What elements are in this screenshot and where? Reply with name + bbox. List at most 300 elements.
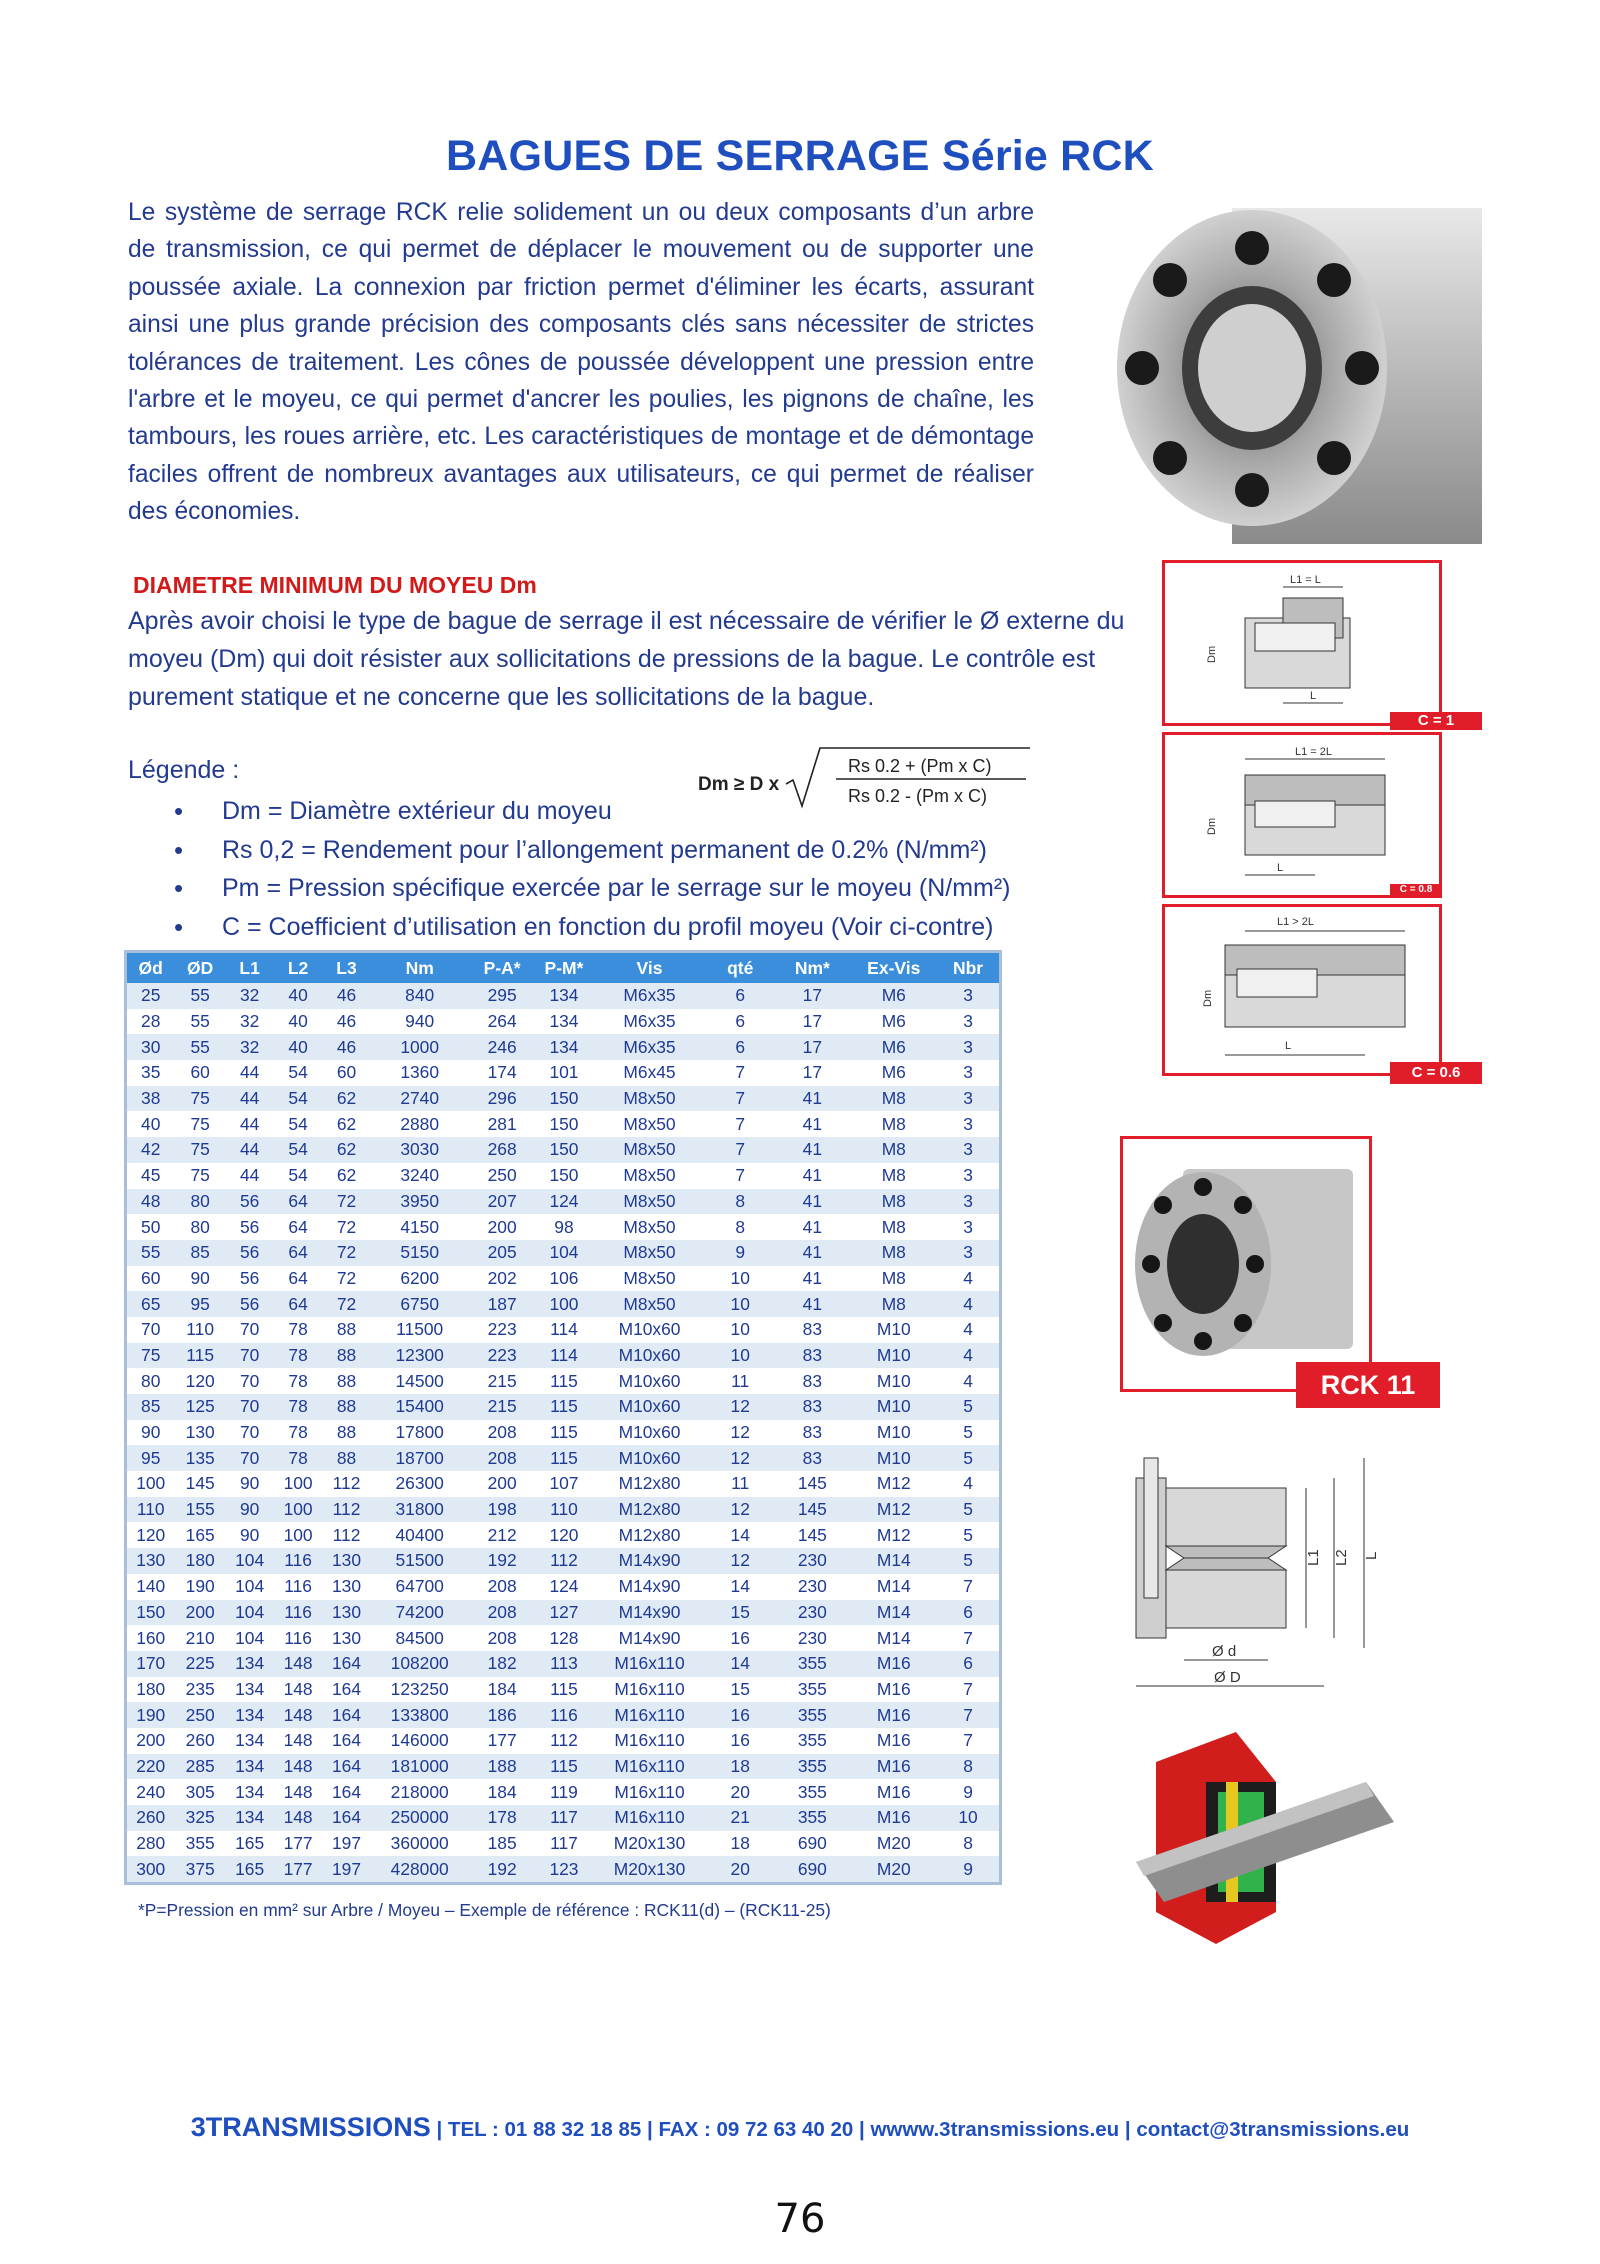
table-cell: 3 <box>937 1009 999 1035</box>
table-cell: M16 <box>850 1805 937 1831</box>
table-cell: 25 <box>127 983 174 1009</box>
table-cell: 300 <box>127 1856 174 1882</box>
table-cell: 127 <box>535 1600 593 1626</box>
table-cell: 56 <box>226 1240 273 1266</box>
diagram-bottom-label: L <box>1285 1040 1292 1052</box>
table-cell: 8 <box>706 1189 774 1215</box>
table-row <box>127 1677 999 1703</box>
table-cell: 210 <box>174 1625 226 1651</box>
table-cell: 85 <box>174 1240 226 1266</box>
table-cell: 41 <box>774 1163 850 1189</box>
table-cell: 70 <box>226 1445 273 1471</box>
table-cell: 116 <box>273 1625 322 1651</box>
table-cell: 54 <box>273 1111 322 1137</box>
table-cell: 112 <box>323 1522 370 1548</box>
table-cell: 78 <box>273 1420 322 1446</box>
table-cell: 117 <box>535 1831 593 1857</box>
table-cell: 690 <box>774 1831 850 1857</box>
dimension-l-label: L <box>1363 1551 1380 1560</box>
footer-website-link[interactable]: wwww.3transmissions.eu <box>870 2118 1120 2141</box>
table-cell: 296 <box>469 1086 535 1112</box>
table-cell: 690 <box>774 1856 850 1882</box>
table-row <box>127 1214 999 1240</box>
table-cell: M20 <box>850 1831 937 1857</box>
table-cell: 188 <box>469 1754 535 1780</box>
table-cell: 4 <box>937 1471 999 1497</box>
table-cell: 134 <box>226 1805 273 1831</box>
table-cell: M12 <box>850 1471 937 1497</box>
table-cell: 120 <box>535 1522 593 1548</box>
table-cell: 46 <box>323 1034 370 1060</box>
table-cell: 280 <box>127 1831 174 1857</box>
table-cell: 145 <box>774 1522 850 1548</box>
table-row <box>127 1394 999 1420</box>
table-cell: 100 <box>535 1291 593 1317</box>
table-cell: 60 <box>323 1060 370 1086</box>
table-cell: M10 <box>850 1420 937 1446</box>
table-cell: 208 <box>469 1420 535 1446</box>
table-row <box>127 1600 999 1626</box>
table-cell: 41 <box>774 1240 850 1266</box>
column-header: Ex-Vis <box>850 953 937 983</box>
column-header: Vis <box>593 953 706 983</box>
table-cell: 31800 <box>370 1497 469 1523</box>
table-cell: M10x60 <box>593 1317 706 1343</box>
table-cell: 235 <box>174 1677 226 1703</box>
table-cell: 130 <box>323 1548 370 1574</box>
table-cell: 14500 <box>370 1368 469 1394</box>
table-cell: 14 <box>706 1651 774 1677</box>
table-cell: 197 <box>323 1856 370 1882</box>
table-cell: M10x60 <box>593 1343 706 1369</box>
table-cell: 62 <box>323 1111 370 1137</box>
diagram-side-label: Dm <box>1206 817 1218 835</box>
table-cell: 150 <box>535 1086 593 1112</box>
table-cell: 3 <box>937 1034 999 1060</box>
table-cell: 101 <box>535 1060 593 1086</box>
table-cell: 50 <box>127 1214 174 1240</box>
legend-list <box>170 792 1011 946</box>
table-cell: 230 <box>774 1574 850 1600</box>
table-cell: 48 <box>127 1189 174 1215</box>
table-cell: 305 <box>174 1779 226 1805</box>
table-cell: 164 <box>323 1702 370 1728</box>
table-cell: M16 <box>850 1702 937 1728</box>
table-cell: 165 <box>174 1522 226 1548</box>
table-cell: 6200 <box>370 1266 469 1292</box>
table-cell: M8x50 <box>593 1086 706 1112</box>
table-row <box>127 1856 999 1882</box>
table-cell: 62 <box>323 1163 370 1189</box>
table-cell: 115 <box>535 1754 593 1780</box>
table-cell: 62 <box>323 1137 370 1163</box>
table-cell: M8x50 <box>593 1111 706 1137</box>
table-cell: M20x130 <box>593 1831 706 1857</box>
table-cell: 20 <box>706 1779 774 1805</box>
dimension-l2-label: L2 <box>1333 1549 1350 1566</box>
table-cell: 124 <box>535 1574 593 1600</box>
table-cell: 72 <box>323 1266 370 1292</box>
table-cell: 164 <box>323 1779 370 1805</box>
table-cell: 41 <box>774 1086 850 1112</box>
table-cell: M8 <box>850 1111 937 1137</box>
table-cell: M20x130 <box>593 1856 706 1882</box>
table-cell: M16 <box>850 1728 937 1754</box>
table-cell: M8x50 <box>593 1163 706 1189</box>
table-cell: M6x35 <box>593 1009 706 1035</box>
table-cell: 1360 <box>370 1060 469 1086</box>
table-cell: 355 <box>774 1779 850 1805</box>
table-cell: 250 <box>469 1163 535 1189</box>
table-cell: 268 <box>469 1137 535 1163</box>
table-row <box>127 1343 999 1369</box>
footer-fax: FAX : 09 72 63 40 20 <box>658 2118 854 2141</box>
table-cell: 75 <box>174 1163 226 1189</box>
table-cell: 7 <box>706 1111 774 1137</box>
table-cell: M16x110 <box>593 1651 706 1677</box>
table-cell: 88 <box>323 1317 370 1343</box>
table-cell: 74200 <box>370 1600 469 1626</box>
table-cell: 9 <box>937 1856 999 1882</box>
table-cell: 200 <box>469 1214 535 1240</box>
table-cell: 30 <box>127 1034 174 1060</box>
table-cell: 80 <box>174 1189 226 1215</box>
table-cell: M8 <box>850 1214 937 1240</box>
table-cell: 5150 <box>370 1240 469 1266</box>
table-header-row <box>127 953 999 983</box>
table-cell: 104 <box>535 1240 593 1266</box>
table-cell: 355 <box>174 1831 226 1857</box>
table-cell: M14x90 <box>593 1574 706 1600</box>
table-cell: 7 <box>937 1574 999 1600</box>
table-cell: 6 <box>937 1651 999 1677</box>
legend-item: • Rs 0,2 = Rendement pour l’allongement permanent de 0.2% (N/mm²) <box>170 831 1011 870</box>
table-row <box>127 1060 999 1086</box>
column-header: Nm* <box>774 953 850 983</box>
table-row <box>127 1445 999 1471</box>
table-row <box>127 1497 999 1523</box>
table-cell: 4150 <box>370 1214 469 1240</box>
table-cell: 75 <box>174 1111 226 1137</box>
table-cell: 192 <box>469 1856 535 1882</box>
table-cell: 54 <box>273 1060 322 1086</box>
table-cell: 90 <box>127 1420 174 1446</box>
table-cell: 130 <box>174 1420 226 1446</box>
table-cell: 55 <box>174 983 226 1009</box>
footer-separator: | <box>647 2118 659 2141</box>
table-cell: M8 <box>850 1086 937 1112</box>
table-row <box>127 1009 999 1035</box>
table-cell: 60 <box>174 1060 226 1086</box>
table-cell: M8x50 <box>593 1240 706 1266</box>
table-cell: 6 <box>706 1034 774 1060</box>
table-cell: 148 <box>273 1677 322 1703</box>
table-cell: 165 <box>226 1831 273 1857</box>
table-cell: 5 <box>937 1548 999 1574</box>
legend-item: • C = Coefficient d’utilisation en fonction du profil moyeu (Voir ci-contre) <box>170 908 1011 947</box>
column-header: L2 <box>273 953 322 983</box>
table-cell: 32 <box>226 1034 273 1060</box>
table-cell: M10 <box>850 1445 937 1471</box>
table-cell: M16x110 <box>593 1728 706 1754</box>
table-cell: M10 <box>850 1368 937 1394</box>
table-cell: 62 <box>323 1086 370 1112</box>
table-cell: 134 <box>226 1779 273 1805</box>
table-cell: 212 <box>469 1522 535 1548</box>
table-cell: M6 <box>850 1009 937 1035</box>
table-cell: 150 <box>127 1600 174 1626</box>
table-row <box>127 1111 999 1137</box>
table-cell: 130 <box>323 1600 370 1626</box>
column-header: Nm <box>370 953 469 983</box>
table-cell: 10 <box>706 1343 774 1369</box>
table-cell: 46 <box>323 983 370 1009</box>
table-cell: 197 <box>323 1831 370 1857</box>
table-cell: 84500 <box>370 1625 469 1651</box>
table-cell: 18 <box>706 1754 774 1780</box>
table-cell: M14 <box>850 1600 937 1626</box>
diagram-top-label: L1 = L <box>1290 574 1321 586</box>
table-cell: 3 <box>937 983 999 1009</box>
table-cell: 88 <box>323 1394 370 1420</box>
table-cell: 15 <box>706 1677 774 1703</box>
hub-profile-diagram-3 <box>1162 904 1442 1076</box>
table-row <box>127 1831 999 1857</box>
table-cell: 14 <box>706 1522 774 1548</box>
table-cell: 182 <box>469 1651 535 1677</box>
footer-brand: 3TRANSMISSIONS <box>190 2112 431 2142</box>
table-cell: 7 <box>706 1086 774 1112</box>
table-cell: 164 <box>323 1728 370 1754</box>
table-cell: M16x110 <box>593 1677 706 1703</box>
table-row <box>127 1574 999 1600</box>
column-header: Ød <box>127 953 174 983</box>
table-cell: 164 <box>323 1677 370 1703</box>
table-cell: 17800 <box>370 1420 469 1446</box>
spec-table <box>127 953 999 1882</box>
table-cell: M16 <box>850 1779 937 1805</box>
table-cell: 11500 <box>370 1317 469 1343</box>
hub-profile-diagram-1 <box>1162 560 1442 726</box>
table-cell: 9 <box>706 1240 774 1266</box>
table-cell: 3 <box>937 1163 999 1189</box>
table-cell: 7 <box>706 1137 774 1163</box>
table-cell: 115 <box>535 1445 593 1471</box>
table-cell: M6x45 <box>593 1060 706 1086</box>
table-cell: M16x110 <box>593 1779 706 1805</box>
hub-profile-diagram-2 <box>1162 732 1442 898</box>
table-cell: 90 <box>226 1522 273 1548</box>
table-cell: 146000 <box>370 1728 469 1754</box>
table-cell: 281 <box>469 1111 535 1137</box>
table-cell: 180 <box>127 1677 174 1703</box>
table-cell: M10 <box>850 1317 937 1343</box>
table-cell: M10x60 <box>593 1420 706 1446</box>
table-cell: 165 <box>226 1856 273 1882</box>
dimension-drawing <box>1128 1448 1408 1692</box>
table-cell: 80 <box>127 1368 174 1394</box>
table-cell: 3240 <box>370 1163 469 1189</box>
table-cell: 18 <box>706 1831 774 1857</box>
table-cell: 5 <box>937 1394 999 1420</box>
table-cell: 8 <box>937 1831 999 1857</box>
table-cell: 3 <box>937 1240 999 1266</box>
column-header: qté <box>706 953 774 983</box>
table-row <box>127 1291 999 1317</box>
table-row <box>127 1266 999 1292</box>
table-cell: 218000 <box>370 1779 469 1805</box>
table-cell: M16x110 <box>593 1805 706 1831</box>
table-cell: 55 <box>174 1034 226 1060</box>
table-cell: 3 <box>937 1086 999 1112</box>
table-cell: M16x110 <box>593 1754 706 1780</box>
table-cell: 113 <box>535 1651 593 1677</box>
table-cell: 116 <box>273 1548 322 1574</box>
table-cell: 7 <box>937 1728 999 1754</box>
table-cell: 100 <box>273 1471 322 1497</box>
table-cell: 12 <box>706 1445 774 1471</box>
table-cell: 75 <box>174 1137 226 1163</box>
table-cell: 88 <box>323 1445 370 1471</box>
table-cell: M16 <box>850 1677 937 1703</box>
coefficient-tag: C = 0.8 <box>1390 884 1442 896</box>
table-cell: 40 <box>127 1111 174 1137</box>
legend-item: • Pm = Pression spécifique exercée par le serrage sur le moyeu (N/mm²) <box>170 869 1011 908</box>
table-cell: 3 <box>937 1137 999 1163</box>
table-cell: 177 <box>273 1856 322 1882</box>
table-cell: 12 <box>706 1497 774 1523</box>
table-cell: 110 <box>535 1497 593 1523</box>
table-cell: 72 <box>323 1189 370 1215</box>
table-row <box>127 1805 999 1831</box>
footer-contact <box>0 2112 1600 2143</box>
table-cell: 148 <box>273 1651 322 1677</box>
table-cell: 205 <box>469 1240 535 1266</box>
table-cell: M20 <box>850 1856 937 1882</box>
table-row <box>127 983 999 1009</box>
table-cell: 9 <box>937 1779 999 1805</box>
table-cell: 116 <box>535 1702 593 1728</box>
table-cell: M14x90 <box>593 1548 706 1574</box>
table-cell: 220 <box>127 1754 174 1780</box>
table-cell: 41 <box>774 1111 850 1137</box>
table-cell: M12x80 <box>593 1522 706 1548</box>
table-cell: 60 <box>127 1266 174 1292</box>
table-cell: M10x60 <box>593 1394 706 1420</box>
table-cell: 41 <box>774 1189 850 1215</box>
table-cell: 75 <box>174 1086 226 1112</box>
footer-email-link[interactable]: contact@3transmissions.eu <box>1136 2118 1410 2141</box>
table-cell: 40 <box>273 1009 322 1035</box>
table-cell: 208 <box>469 1600 535 1626</box>
table-cell: 6 <box>937 1600 999 1626</box>
table-cell: 64 <box>273 1240 322 1266</box>
table-cell: 5 <box>937 1522 999 1548</box>
table-cell: 148 <box>273 1754 322 1780</box>
table-cell: 45 <box>127 1163 174 1189</box>
table-row <box>127 1651 999 1677</box>
dimension-D-label: Ø D <box>1214 1669 1241 1686</box>
table-row <box>127 1137 999 1163</box>
table-cell: 192 <box>469 1548 535 1574</box>
table-cell: M14 <box>850 1548 937 1574</box>
table-cell: 12 <box>706 1548 774 1574</box>
table-cell: 83 <box>774 1343 850 1369</box>
table-cell: 198 <box>469 1497 535 1523</box>
table-cell: 7 <box>706 1163 774 1189</box>
table-cell: 215 <box>469 1368 535 1394</box>
table-cell: 11 <box>706 1471 774 1497</box>
table-cell: 18700 <box>370 1445 469 1471</box>
table-cell: 46 <box>323 1009 370 1035</box>
table-cell: 202 <box>469 1266 535 1292</box>
table-row <box>127 1625 999 1651</box>
table-cell: 295 <box>469 983 535 1009</box>
table-cell: 41 <box>774 1266 850 1292</box>
table-cell: M8 <box>850 1137 937 1163</box>
table-cell: M10x60 <box>593 1445 706 1471</box>
table-cell: 7 <box>937 1625 999 1651</box>
table-cell: M6 <box>850 1060 937 1086</box>
table-cell: 64 <box>273 1214 322 1240</box>
table-cell: 200 <box>174 1600 226 1626</box>
table-cell: 3030 <box>370 1137 469 1163</box>
table-cell: 148 <box>273 1805 322 1831</box>
table-cell: 134 <box>535 1009 593 1035</box>
table-cell: 72 <box>323 1240 370 1266</box>
table-cell: 83 <box>774 1445 850 1471</box>
table-cell: 41 <box>774 1137 850 1163</box>
table-cell: 56 <box>226 1266 273 1292</box>
table-cell: 4 <box>937 1266 999 1292</box>
table-cell: 16 <box>706 1702 774 1728</box>
table-cell: 134 <box>535 983 593 1009</box>
table-cell: M12 <box>850 1497 937 1523</box>
table-cell: 148 <box>273 1728 322 1754</box>
page-number: 76 <box>774 2196 826 2242</box>
table-cell: 72 <box>323 1214 370 1240</box>
table-cell: 104 <box>226 1625 273 1651</box>
table-cell: 3 <box>937 1189 999 1215</box>
table-cell: 40400 <box>370 1522 469 1548</box>
hub-diameter-formula <box>696 744 1032 814</box>
table-cell: M8 <box>850 1163 937 1189</box>
table-cell: 115 <box>535 1368 593 1394</box>
table-cell: 208 <box>469 1625 535 1651</box>
table-cell: 21 <box>706 1805 774 1831</box>
table-cell: 140 <box>127 1574 174 1600</box>
table-cell: 246 <box>469 1034 535 1060</box>
table-cell: 428000 <box>370 1856 469 1882</box>
table-cell: 8 <box>706 1214 774 1240</box>
table-cell: 64700 <box>370 1574 469 1600</box>
intro-paragraph: Le système de serrage RCK relie solidement un ou deux composants d’un arbre de transmission, ce qui permet de déplacer le mouvement ou de supporter une poussée axiale. La connexion par friction permet d'éliminer les écarts, assurant ainsi une plus grande précision des composants clés sans nécessiter de strictes tolérances de traitement. Les cônes de poussée développent une pression entre l'arbre et le moyeu, ce qui permet d'ancrer les poulies, les pignons de chaîne, les tambours, les roues arrière, etc. Les caractéristiques de montage et de démontage faciles offrent de nombreux avantages aux utilisateurs, ce qui permet de réaliser des économies. <box>128 199 1034 526</box>
table-cell: M12 <box>850 1522 937 1548</box>
table-cell: 250000 <box>370 1805 469 1831</box>
table-cell: 70 <box>226 1317 273 1343</box>
table-cell: 54 <box>273 1137 322 1163</box>
table-cell: 178 <box>469 1805 535 1831</box>
table-cell: 98 <box>535 1214 593 1240</box>
table-cell: 115 <box>535 1394 593 1420</box>
table-cell: 260 <box>174 1728 226 1754</box>
table-cell: 355 <box>774 1651 850 1677</box>
table-cell: 200 <box>127 1728 174 1754</box>
table-cell: 230 <box>774 1600 850 1626</box>
table-cell: 4 <box>937 1343 999 1369</box>
table-cell: 64 <box>273 1291 322 1317</box>
table-cell: M6 <box>850 1034 937 1060</box>
